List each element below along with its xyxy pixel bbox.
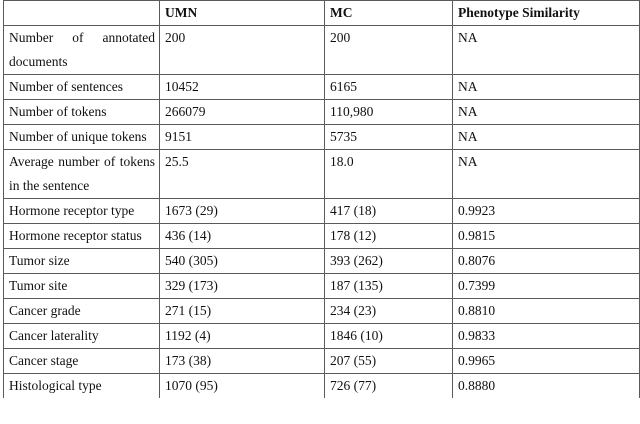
table-header-row [4,1,640,26]
umn-value-cell: 200 [160,26,325,75]
umn-value-cell: 1192 (4) [160,324,325,349]
mc-value-cell: 187 (135) [325,274,453,299]
header-cell-umn: UMN [160,1,325,26]
mc-value-cell: 5735 [325,125,453,150]
similarity-value-cell: 0.7399 [453,274,640,299]
similarity-value-cell: NA [453,75,640,100]
umn-value-cell: 9151 [160,125,325,150]
mc-value-cell: 110,980 [325,100,453,125]
table-row [4,26,640,75]
table-row [4,249,640,274]
umn-value-cell: 266079 [160,100,325,125]
header-cell-mc: MC [325,1,453,26]
table-row [4,324,640,349]
statistics-table-container [3,0,639,398]
row-label-cell: Tumor size [4,249,160,274]
table-row [4,125,640,150]
similarity-value-cell: 0.8076 [453,249,640,274]
umn-value-cell: 1673 (29) [160,199,325,224]
mc-value-cell: 200 [325,26,453,75]
umn-value-cell: 173 (38) [160,349,325,374]
mc-value-cell: 1846 (10) [325,324,453,349]
similarity-value-cell: 0.9815 [453,224,640,249]
similarity-value-cell: 0.9833 [453,324,640,349]
mc-value-cell: 726 (77) [325,374,453,399]
umn-value-cell: 1070 (95) [160,374,325,399]
row-label-cell: Number of sentences [4,75,160,100]
row-label-cell: Hormone receptor status [4,224,160,249]
umn-value-cell: 271 (15) [160,299,325,324]
table-row [4,100,640,125]
similarity-value-cell: 0.8880 [453,374,640,399]
table-row [4,274,640,299]
similarity-value-cell: 0.9965 [453,349,640,374]
mc-value-cell: 178 (12) [325,224,453,249]
mc-value-cell: 393 (262) [325,249,453,274]
similarity-value-cell: NA [453,150,640,199]
header-cell-phenotype-similarity: Phenotype Similarity [453,1,640,26]
table-row [4,299,640,324]
row-label-cell: Hormone receptor type [4,199,160,224]
row-label-cell: Cancer laterality [4,324,160,349]
similarity-value-cell: NA [453,26,640,75]
mc-value-cell: 18.0 [325,150,453,199]
mc-value-cell: 417 (18) [325,199,453,224]
table-body [4,26,640,399]
umn-value-cell: 540 (305) [160,249,325,274]
umn-value-cell: 329 (173) [160,274,325,299]
table-row [4,150,640,199]
header-cell-empty [4,1,160,26]
similarity-value-cell: NA [453,100,640,125]
table-row [4,349,640,374]
table-row [4,199,640,224]
row-label-cell: Histological type [4,374,160,399]
similarity-value-cell: 0.8810 [453,299,640,324]
row-label-cell: Number of unique tokens [4,125,160,150]
table-row [4,75,640,100]
row-label-cell: Cancer grade [4,299,160,324]
row-label-cell: Number of annotated documents [4,26,160,75]
row-label-cell: Tumor site [4,274,160,299]
umn-value-cell: 25.5 [160,150,325,199]
mc-value-cell: 234 (23) [325,299,453,324]
umn-value-cell: 10452 [160,75,325,100]
similarity-value-cell: NA [453,125,640,150]
table-row [4,224,640,249]
similarity-value-cell: 0.9923 [453,199,640,224]
umn-value-cell: 436 (14) [160,224,325,249]
row-label-cell: Cancer stage [4,349,160,374]
mc-value-cell: 207 (55) [325,349,453,374]
table-row [4,374,640,399]
statistics-table [3,0,640,398]
row-label-cell: Number of tokens [4,100,160,125]
row-label-cell: Average number of tokens in the sentence [4,150,160,199]
mc-value-cell: 6165 [325,75,453,100]
